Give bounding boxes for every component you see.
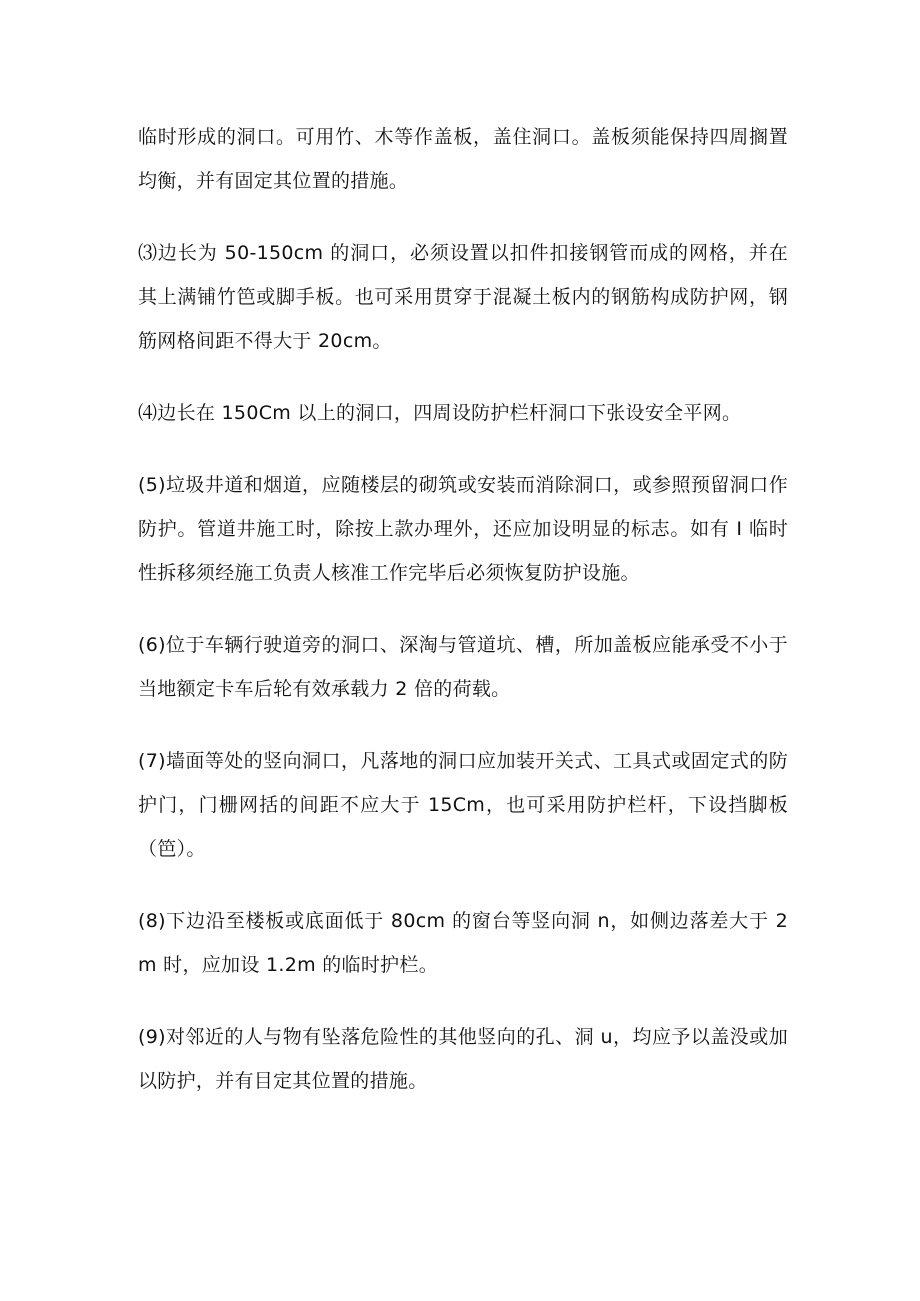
paragraph-item-3: ⑶边长为 50-150cm 的洞口，必须设置以扣件扣接钢管而成的网格，并在其上满铺竹笆或脚手板。也可采用贯穿于混凝土板内的钢筋构成防护网，钢筋网格间距不得大于 20cm。 — [138, 242, 788, 352]
paragraph: 临时形成的洞口。可用竹、木等作盖板，盖住洞口。盖板须能保持四周搁置均衡，并有固定其位置的措施。 — [138, 126, 788, 192]
paragraph-item-4: ⑷边长在 150Cm 以上的洞口，四周设防护栏杆洞口下张设安全平网。 — [138, 402, 742, 424]
paragraph-item-6: (6)位于车辆行驶道旁的洞口、深淘与管道坑、槽，所加盖板应能承受不小于当地额定卡车后轮有效承载力 2 倍的荷载。 — [138, 634, 788, 700]
document-body — [138, 115, 788, 1131]
paragraph-item-9: (9)对邻近的人与物有坠落危险性的其他竖向的孔、洞 u，均应予以盖没或加以防护，并有目定其位置的措施。 — [138, 1026, 788, 1092]
paragraph-item-8: (8)下边沿至楼板或底面低于 80cm 的窗台等竖向洞 n，如侧边落差大于 2m 时，应加设 1.2m 的临时护栏。 — [138, 910, 788, 976]
paragraph-item-7: (7)墙面等处的竖向洞口，凡落地的洞口应加装开关式、工具式或固定式的防护门，门栅网括的间距不应大于 15Cm，也可采用防护栏杆，下设挡脚板（笆）。 — [138, 750, 788, 860]
paragraph-item-5: (5)垃圾井道和烟道，应随楼层的砌筑或安装而消除洞口，或参照预留洞口作防护。管道井施工时，除按上款办理外，还应加设明显的标志。如有 I 临时性拆移须经施工负责人核准工作完毕后必须恢复防护设施。 — [138, 474, 788, 584]
